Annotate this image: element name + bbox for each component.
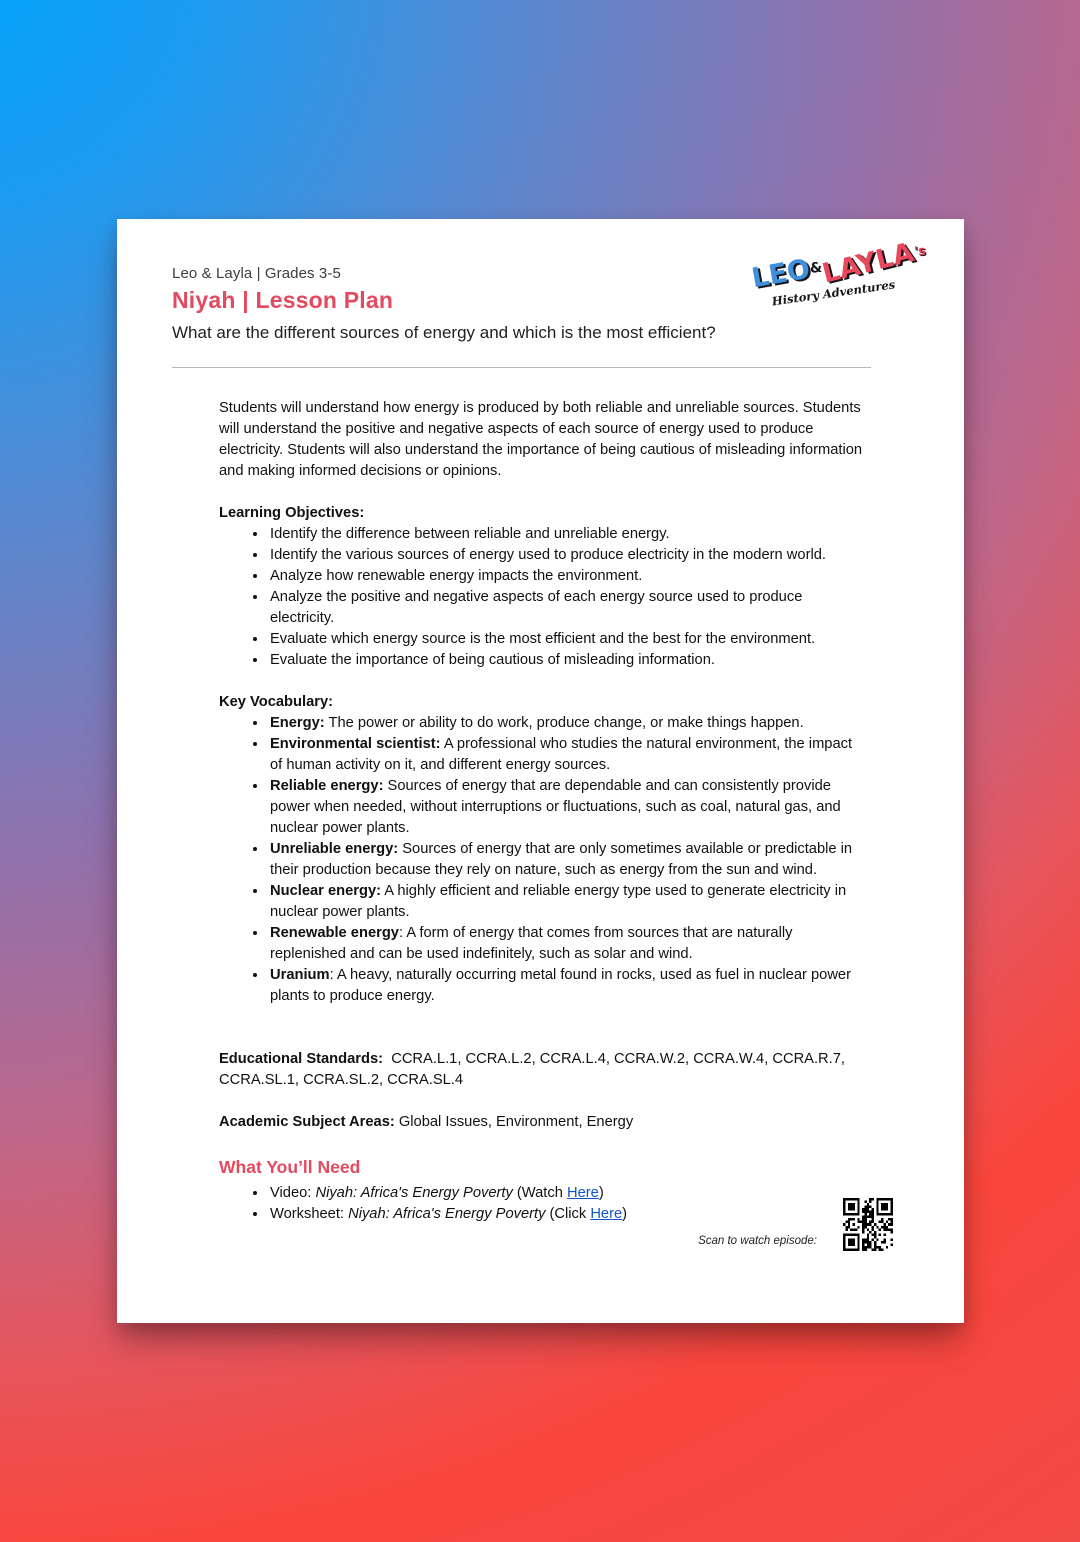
list-item — [268, 566, 864, 587]
vocab-term: Nuclear energy: — [270, 883, 382, 899]
vocab-term: Uranium — [270, 967, 330, 983]
resource-title: Niyah: Africa's Energy Poverty — [348, 1206, 546, 1222]
learning-objectives-heading: Learning Objectives: — [219, 505, 365, 521]
list-item — [268, 923, 864, 965]
list-item — [268, 881, 864, 923]
vocab-definition: A professional who studies the natural environment, the impact of human activity on it, and different energy sources. — [270, 736, 853, 773]
qr-label: Scan to watch episode: — [698, 1235, 817, 1247]
logo-ampersand: & — [809, 259, 823, 277]
essential-question: What are the different sources of energy and which is the most efficient? — [172, 323, 716, 342]
objective-text: Identify the various sources of energy used to produce electricity in the modern world. — [270, 547, 826, 563]
vocab-definition: A highly efficient and reliable energy type used to generate electricity in nuclear power plants. — [270, 883, 847, 920]
vocab-term: Energy: — [270, 715, 325, 731]
list-item — [268, 650, 864, 671]
academic-subject-areas — [219, 1112, 864, 1133]
list-item — [268, 965, 864, 1007]
vocab-definition: : A form of energy that comes from sources that are naturally replenished and can be used indefinitely, such as solar and wind. — [270, 925, 793, 962]
vocab-definition: : A heavy, naturally occurring metal found in rocks, used as fuel in nuclear power plants to produce energy. — [270, 967, 851, 1004]
header-divider — [172, 367, 871, 368]
list-item — [268, 587, 864, 629]
list-item — [268, 839, 864, 881]
document-body — [219, 398, 864, 1225]
resource-mid: (Click — [545, 1206, 591, 1222]
intro-paragraph: Students will understand how energy is produced by both reliable and unreliable sources. Students will understand the positive and negative aspects of each source of energy used to produce electricity. Students will also understand the importance of being cautious of misleading information and making informed decisions or opinions. — [219, 400, 863, 479]
list-item — [268, 713, 864, 734]
vocab-term: Renewable energy — [270, 925, 399, 941]
subject-areas-label: Academic Subject Areas: — [219, 1114, 395, 1130]
resource-title: Niyah: Africa's Energy Poverty — [315, 1185, 513, 1201]
list-item — [268, 545, 864, 566]
resource-prefix: Worksheet: — [270, 1206, 349, 1222]
key-vocabulary-heading: Key Vocabulary: — [219, 694, 334, 710]
qr-code — [843, 1198, 893, 1251]
learning-objectives-list — [219, 524, 864, 671]
objective-text: Evaluate the importance of being cautious of misleading information. — [270, 652, 715, 668]
resource-mid: (Watch — [512, 1185, 567, 1201]
logo-leo-text: LEO — [749, 253, 813, 295]
logo-layla-text: LAYLA — [818, 237, 917, 290]
list-item — [268, 524, 864, 545]
vocab-term: Environmental scientist: — [270, 736, 441, 752]
vocab-term: Unreliable energy: — [270, 841, 399, 857]
subject-areas-value: Global Issues, Environment, Energy — [394, 1114, 634, 1130]
objective-text: Evaluate which energy source is the most efficient and the best for the environment. — [270, 631, 816, 647]
objective-text: Identify the difference between reliable and unreliable energy. — [270, 526, 670, 542]
logo-apostrophe-s: 's — [913, 243, 927, 260]
qr-section — [698, 1198, 893, 1251]
standards-value: CCRA.L.1, CCRA.L.2, CCRA.L.4, CCRA.W.2, CCRA.W.4, CCRA.R.7, CCRA.SL.1, CCRA.SL.2, CCRA.SL.4 — [219, 1051, 850, 1088]
list-item — [268, 629, 864, 650]
what-youll-need-heading: What You’ll Need — [219, 1157, 361, 1177]
resource-suffix: ) — [622, 1206, 628, 1222]
vocab-term: Reliable energy: — [270, 778, 384, 794]
logo-tagline: History Adventures — [770, 277, 896, 309]
click-here-link[interactable]: Here — [590, 1206, 623, 1222]
resource-prefix: Video: — [270, 1185, 316, 1201]
objective-text: Analyze the positive and negative aspects of each energy source used to produce electricity. — [270, 589, 803, 626]
objective-text: Analyze how renewable energy impacts the environment. — [270, 568, 643, 584]
standards-label: Educational Standards: — [219, 1051, 384, 1067]
list-item — [268, 776, 864, 839]
vocab-definition: Sources of energy that are dependable and can consistently provide power when needed, without interruptions or fluctuations, such as coal, natural gas, and nuclear power plants. — [270, 778, 841, 836]
key-vocabulary-list — [219, 713, 864, 1007]
watch-here-link[interactable]: Here — [566, 1185, 599, 1201]
list-item — [268, 734, 864, 776]
page-title: Niyah | Lesson Plan — [172, 287, 394, 313]
vocab-definition: The power or ability to do work, produce change, or make things happen. — [324, 715, 804, 731]
vocab-definition: Sources of energy that are only sometimes available or predictable in their production because they rely on nature, such as energy from the sun and wind. — [270, 841, 853, 878]
document-page — [117, 219, 964, 1323]
series-grade-label: Leo & Layla | Grades 3-5 — [172, 265, 341, 282]
educational-standards — [219, 1049, 864, 1091]
resource-suffix: ) — [598, 1185, 604, 1201]
